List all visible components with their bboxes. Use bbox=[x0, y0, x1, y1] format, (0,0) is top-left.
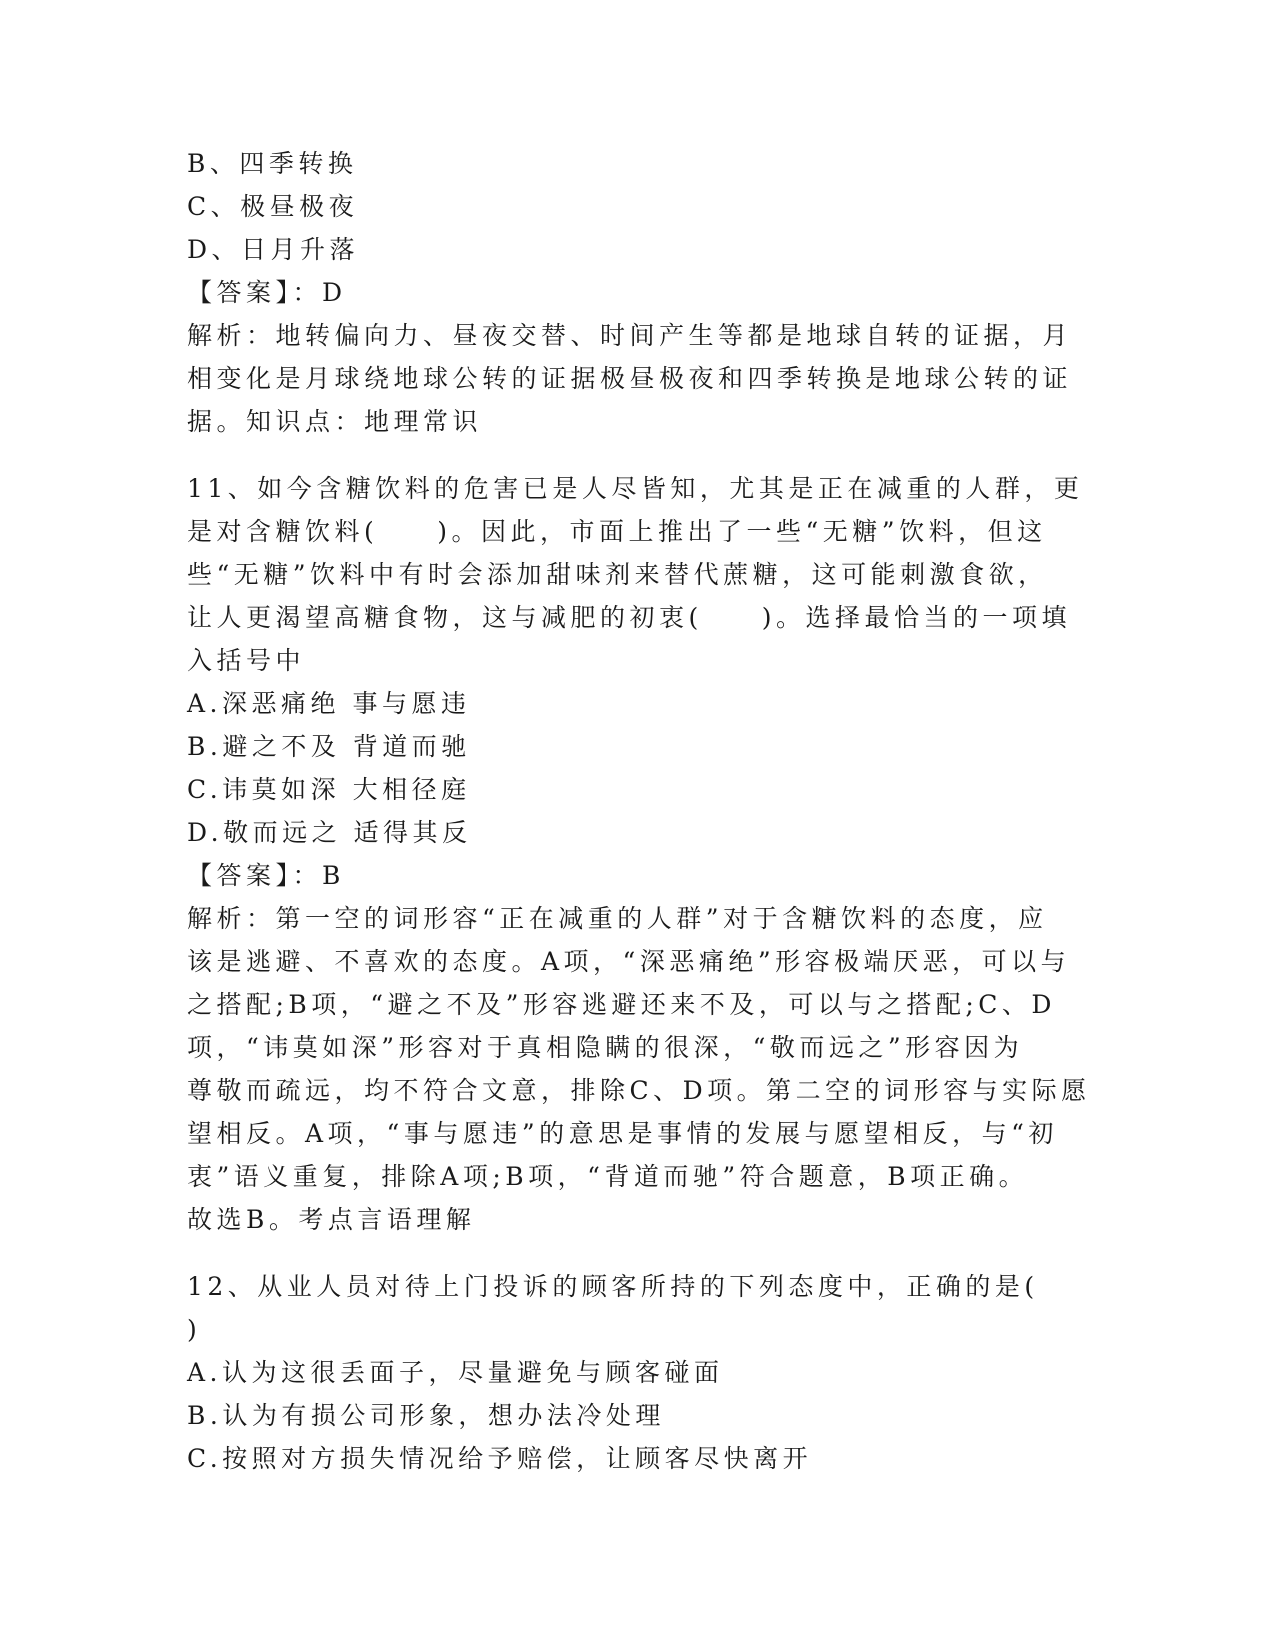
analysis-line: 解析：第一空的词形容“正在减重的人群”对于含糖饮料的态度，应 bbox=[187, 904, 1048, 933]
option-b: B.认为有损公司形象，想办法冷处理 bbox=[187, 1401, 665, 1430]
analysis-line: 解析：地转偏向力、昼夜交替、时间产生等都是地球自转的证据，月 bbox=[187, 321, 1073, 350]
analysis-line: 该是逃避、不喜欢的态度。A项，“深恶痛绝”形容极端厌恶，可以与 bbox=[187, 947, 1071, 976]
question-stem-line: 是对含糖饮料( )。因此，市面上推出了一些“无糖”饮料，但这 bbox=[187, 517, 1047, 546]
option-b: B、四季转换 bbox=[187, 149, 358, 178]
analysis-line: 故选B。考点言语理解 bbox=[187, 1205, 476, 1234]
analysis-line: 望相反。A项，“事与愿违”的意思是事情的发展与愿望相反，与“初 bbox=[187, 1119, 1058, 1148]
option-a: A.深恶痛绝 事与愿违 bbox=[187, 689, 471, 718]
option-c: C.按照对方损失情况给予赔偿，让顾客尽快离开 bbox=[187, 1444, 813, 1473]
question-10-tail bbox=[187, 142, 1087, 443]
question-stem-line: ) bbox=[187, 1315, 202, 1344]
option-a: A.认为这很丢面子，尽量避免与顾客碰面 bbox=[187, 1358, 724, 1387]
analysis-line: 据。知识点：地理常识 bbox=[187, 407, 483, 436]
analysis-line: 衷”语义重复，排除A项;B项，“背道而驰”符合题意，B项正确。 bbox=[187, 1162, 1029, 1191]
question-stem-line: 11、如今含糖饮料的危害已是人尽皆知，尤其是正在减重的人群，更 bbox=[187, 474, 1084, 503]
option-b: B.避之不及 背道而驰 bbox=[187, 732, 471, 761]
question-stem-line: 12、从业人员对待上门投诉的顾客所持的下列态度中，正确的是( bbox=[187, 1272, 1039, 1301]
question-stem-line: 些“无糖”饮料中有时会添加甜味剂来替代蔗糖，这可能刺激食欲， bbox=[187, 560, 1048, 589]
option-c: C、极昼极夜 bbox=[187, 192, 359, 221]
answer-line: 【答案】：D bbox=[187, 278, 347, 307]
analysis-line: 之搭配;B项，“避之不及”形容逃避还来不及，可以与之搭配;C、D bbox=[187, 990, 1056, 1019]
question-stem-line: 让人更渴望高糖食物，这与减肥的初衷( )。选择最恰当的一项填 bbox=[187, 603, 1072, 632]
question-11 bbox=[187, 467, 1091, 1241]
option-d: D、日月升落 bbox=[187, 235, 360, 264]
document-page bbox=[187, 142, 1091, 1480]
analysis-line: 项，“讳莫如深”形容对于真相隐瞒的很深，“敬而远之”形容因为 bbox=[187, 1033, 1024, 1062]
question-12 bbox=[187, 1265, 1087, 1480]
answer-line: 【答案】：B bbox=[187, 861, 345, 890]
option-d: D.敬而远之 适得其反 bbox=[187, 818, 472, 847]
option-c: C.讳莫如深 大相径庭 bbox=[187, 775, 471, 804]
question-stem-line: 入括号中 bbox=[187, 646, 306, 675]
analysis-line: 尊敬而疏远，均不符合文意，排除C、D项。第二空的词形容与实际愿 bbox=[187, 1076, 1091, 1105]
analysis-line: 相变化是月球绕地球公转的证据极昼极夜和四季转换是地球公转的证 bbox=[187, 364, 1073, 393]
